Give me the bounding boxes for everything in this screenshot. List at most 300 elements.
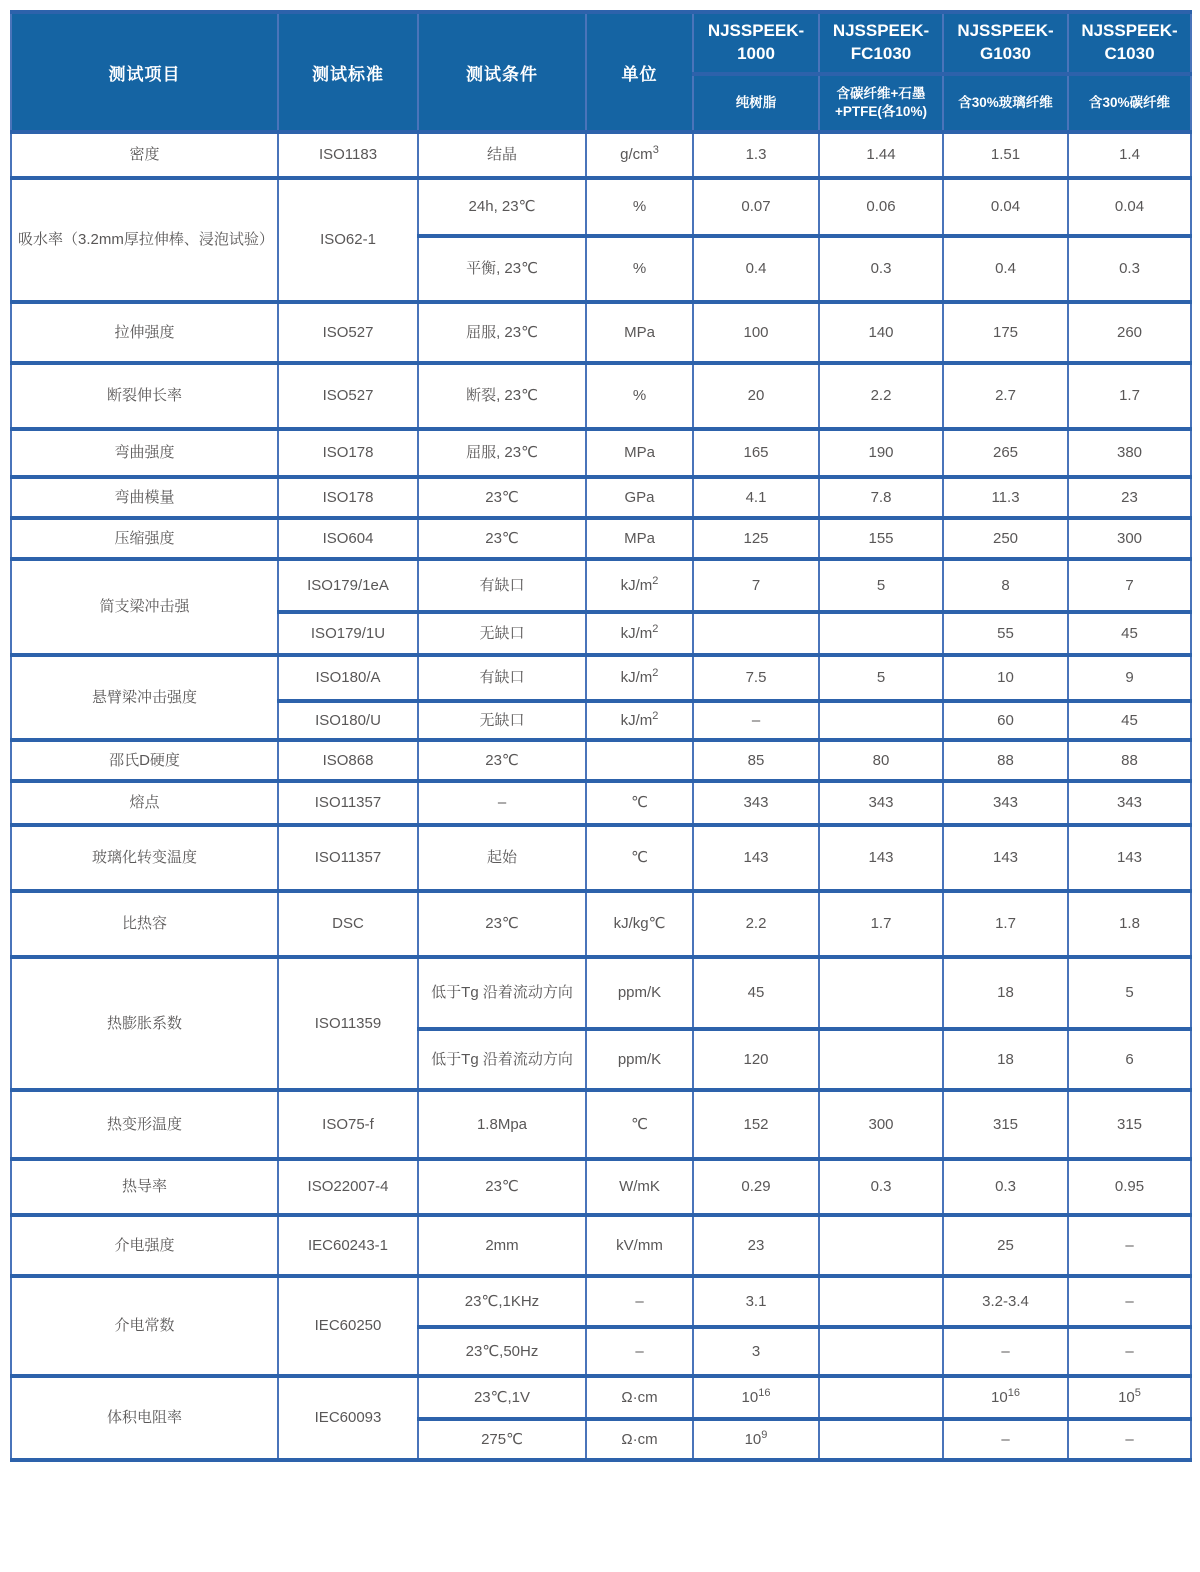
column-header-desc-1000: 纯树脂	[693, 74, 819, 132]
table-cell	[586, 1419, 693, 1460]
table-cell	[943, 740, 1068, 781]
table-cell	[943, 891, 1068, 957]
table-cell	[693, 178, 819, 236]
cell-text: 2mm	[485, 1236, 519, 1254]
cell-text: 弯曲强度	[114, 444, 175, 462]
cell-text: 8	[1001, 576, 1010, 594]
table-cell	[819, 891, 943, 957]
cell-text: 23℃	[485, 915, 519, 933]
table-row	[11, 781, 1191, 825]
table-cell	[586, 740, 693, 781]
cell-text: 10	[1118, 1388, 1135, 1406]
cell-text: ISO868	[322, 751, 374, 769]
cell-text: 23	[747, 1236, 765, 1254]
table-cell	[1068, 559, 1191, 612]
cell-text: kJ/m	[620, 624, 653, 642]
table-cell	[943, 1327, 1068, 1376]
header-row-models	[11, 12, 1191, 74]
cell-text: 弯曲模量	[114, 488, 175, 506]
table-cell	[11, 957, 278, 1090]
table-cell	[693, 825, 819, 891]
cell-text: 315	[992, 1115, 1019, 1133]
table-cell	[819, 363, 943, 429]
table-cell	[11, 178, 278, 302]
table-cell	[586, 132, 693, 178]
cell-text: 10	[744, 1430, 762, 1448]
cell-text: 3.1	[745, 1292, 767, 1310]
cell-text: –	[497, 794, 507, 812]
cell-text: ppm/K	[617, 1050, 662, 1068]
table-cell	[943, 1029, 1068, 1090]
table-cell	[819, 236, 943, 302]
table-cell	[819, 132, 943, 178]
cell-text: 1.51	[990, 146, 1021, 164]
cell-text: 7.5	[745, 669, 767, 687]
cell-text: 23℃	[485, 1178, 519, 1196]
table-cell	[278, 363, 418, 429]
cell-text: 介电常数	[114, 1317, 175, 1335]
table-cell	[819, 1276, 943, 1327]
table-cell	[693, 740, 819, 781]
cell-text: 屈服, 23℃	[466, 444, 538, 462]
table-cell	[1068, 781, 1191, 825]
cell-text: 玻璃化转变温度	[91, 849, 197, 867]
table-cell	[819, 1376, 943, 1419]
table-cell	[1068, 612, 1191, 655]
table-cell	[586, 363, 693, 429]
table-cell	[418, 825, 586, 891]
cell-text: 120	[743, 1050, 769, 1068]
column-header-unit: 单位	[586, 12, 693, 132]
cell-text: kJ/m	[620, 576, 653, 594]
table-cell	[278, 740, 418, 781]
cell-text: 20	[747, 387, 765, 405]
table-cell	[418, 429, 586, 477]
cell-text: IEC60093	[314, 1409, 382, 1427]
table-cell	[693, 891, 819, 957]
table-cell	[11, 1215, 278, 1276]
properties-table	[10, 10, 1192, 1462]
table-cell	[278, 518, 418, 559]
cell-text: 屈服, 23℃	[466, 323, 538, 341]
table-cell	[819, 1327, 943, 1376]
table-cell	[1068, 477, 1191, 518]
table-row	[11, 740, 1191, 781]
table-cell	[693, 1029, 819, 1090]
table-cell	[819, 1215, 943, 1276]
table-cell	[943, 612, 1068, 655]
cell-text: Ω·cm	[621, 1430, 658, 1448]
table-cell	[1068, 1090, 1191, 1159]
table-cell	[278, 559, 418, 612]
cell-text: 邵氏D硬度	[109, 751, 180, 769]
table-cell	[819, 655, 943, 701]
table-cell	[693, 1276, 819, 1327]
cell-text: 275℃	[481, 1430, 523, 1448]
table-cell	[693, 957, 819, 1029]
table-cell	[943, 1215, 1068, 1276]
table-cell	[819, 1090, 943, 1159]
cell-text: –	[1125, 1430, 1134, 1448]
cell-text: 0.95	[1114, 1178, 1145, 1196]
table-cell	[819, 825, 943, 891]
cell-text: 热变形温度	[106, 1115, 182, 1133]
table-cell	[418, 957, 586, 1029]
column-header-model-1000: NJSSPEEK-1000	[693, 12, 819, 74]
cell-text: ISO11359	[314, 1014, 382, 1032]
table-cell	[278, 302, 418, 363]
cell-text: %	[632, 198, 647, 216]
cell-text: 拉伸强度	[114, 323, 175, 341]
table-cell	[418, 701, 586, 740]
cell-text: 143	[868, 849, 894, 867]
table-row	[11, 429, 1191, 477]
table-cell	[278, 178, 418, 302]
cell-text: MPa	[624, 529, 655, 547]
table-cell	[943, 1419, 1068, 1460]
cell-text: 250	[992, 529, 1019, 547]
table-cell	[943, 518, 1068, 559]
table-cell	[1068, 701, 1191, 740]
cell-text: kJ/m	[620, 711, 653, 729]
cell-text: 0.04	[990, 198, 1021, 216]
table-row	[11, 825, 1191, 891]
table-cell	[278, 1215, 418, 1276]
cell-text: MPa	[624, 323, 655, 341]
cell-text: 300	[868, 1115, 894, 1133]
table-cell	[418, 178, 586, 236]
table-cell	[586, 477, 693, 518]
cell-text: ℃	[631, 1115, 648, 1133]
cell-text: 143	[743, 849, 769, 867]
table-cell	[819, 957, 943, 1029]
cell-text: 1.7	[870, 915, 892, 933]
table-cell	[278, 701, 418, 740]
table-cell	[943, 1159, 1068, 1215]
cell-text: 100	[743, 323, 769, 341]
table-cell	[693, 701, 819, 740]
cell-text: 143	[992, 849, 1019, 867]
table-cell	[693, 1215, 819, 1276]
cell-text: 11.3	[991, 488, 1020, 506]
table-cell	[693, 1090, 819, 1159]
cell-superscript: 5	[1134, 1386, 1141, 1399]
table-row	[11, 957, 1191, 1029]
table-cell	[943, 477, 1068, 518]
cell-text: 热膨胀系数	[106, 1014, 182, 1032]
table-cell	[943, 1090, 1068, 1159]
table-cell	[586, 891, 693, 957]
table-row	[11, 477, 1191, 518]
cell-text: ISO180/A	[315, 669, 381, 687]
table-cell	[11, 740, 278, 781]
cell-text: GPa	[624, 488, 655, 506]
table-cell	[1068, 740, 1191, 781]
cell-text: 压缩强度	[114, 529, 175, 547]
table-cell	[418, 236, 586, 302]
table-cell	[418, 559, 586, 612]
column-header-desc-fc1030: 含碳纤维+石墨+PTFE(各10%)	[819, 74, 943, 132]
cell-text: ℃	[631, 794, 648, 812]
cell-text: 6	[1125, 1050, 1134, 1068]
cell-text: 2.2	[870, 387, 892, 405]
table-cell	[11, 477, 278, 518]
table-row	[11, 1090, 1191, 1159]
cell-text: 密度	[129, 146, 160, 164]
cell-text: IEC60243-1	[307, 1236, 389, 1254]
table-cell	[418, 1419, 586, 1460]
table-cell	[11, 1159, 278, 1215]
cell-text: 2.2	[745, 915, 767, 933]
table-cell	[586, 518, 693, 559]
table-cell	[819, 477, 943, 518]
table-cell	[11, 1376, 278, 1460]
cell-text: 0.3	[870, 260, 892, 278]
table-cell	[11, 559, 278, 655]
cell-text: 4.1	[745, 488, 767, 506]
cell-text: –	[1001, 1430, 1010, 1448]
cell-text: 10	[991, 1388, 1008, 1406]
table-cell	[418, 1090, 586, 1159]
cell-text: 23℃	[485, 488, 519, 506]
cell-text: 190	[868, 444, 894, 462]
table-cell	[819, 559, 943, 612]
cell-text: ISO62-1	[320, 231, 376, 249]
cell-text: ISO527	[322, 387, 374, 405]
table-cell	[586, 1090, 693, 1159]
cell-text: –	[1125, 1236, 1134, 1254]
table-cell	[943, 655, 1068, 701]
cell-text: 2.7	[995, 387, 1016, 405]
cell-text: 3	[751, 1342, 761, 1360]
table-cell	[1068, 236, 1191, 302]
table-cell	[586, 1029, 693, 1090]
cell-superscript: 2	[652, 667, 659, 680]
table-cell	[1068, 1376, 1191, 1419]
table-cell	[1068, 518, 1191, 559]
cell-superscript: 3	[652, 144, 659, 157]
table-cell	[586, 1327, 693, 1376]
cell-text: 343	[1116, 794, 1143, 812]
table-cell	[278, 891, 418, 957]
table-cell	[1068, 1215, 1191, 1276]
table-cell	[418, 781, 586, 825]
table-cell	[943, 132, 1068, 178]
cell-text: %	[632, 387, 647, 405]
table-cell	[943, 781, 1068, 825]
table-cell	[11, 302, 278, 363]
cell-text: 260	[1116, 323, 1143, 341]
table-cell	[278, 132, 418, 178]
cell-text: 23℃,50Hz	[465, 1342, 539, 1360]
cell-text: ISO11357	[314, 794, 382, 812]
cell-text: 155	[868, 529, 894, 547]
cell-text: ℃	[631, 849, 648, 867]
table-cell	[1068, 655, 1191, 701]
table-row	[11, 518, 1191, 559]
cell-text: kJ/m	[620, 669, 653, 687]
table-cell	[586, 1376, 693, 1419]
cell-text: 1.4	[1119, 146, 1140, 164]
cell-superscript: 16	[758, 1386, 771, 1399]
cell-text: 24h, 23℃	[468, 198, 536, 216]
table-row	[11, 1215, 1191, 1276]
cell-text: 23℃	[485, 529, 519, 547]
cell-superscript: 2	[652, 709, 659, 722]
cell-superscript: 9	[761, 1428, 768, 1441]
cell-text: 平衡, 23℃	[466, 260, 538, 278]
table-cell	[11, 363, 278, 429]
table-cell	[1068, 1419, 1191, 1460]
table-cell	[418, 302, 586, 363]
cell-text: ISO75-f	[322, 1115, 374, 1133]
table-cell	[819, 781, 943, 825]
table-row	[11, 302, 1191, 363]
cell-text: %	[632, 260, 647, 278]
table-cell	[819, 302, 943, 363]
cell-text: 断裂伸长率	[106, 387, 182, 405]
table-cell	[943, 429, 1068, 477]
table-cell	[11, 781, 278, 825]
table-cell	[819, 612, 943, 655]
cell-text: 0.04	[1114, 198, 1145, 216]
table-cell	[943, 1276, 1068, 1327]
cell-text: 吸水率（3.2mm厚拉伸棒、浸泡试验）	[18, 231, 274, 249]
table-cell	[1068, 825, 1191, 891]
table-cell	[586, 236, 693, 302]
cell-text: kV/mm	[616, 1236, 663, 1254]
table-cell	[693, 559, 819, 612]
table-cell	[586, 1215, 693, 1276]
table-row	[11, 1159, 1191, 1215]
cell-text: 140	[868, 323, 894, 341]
table-cell	[586, 178, 693, 236]
cell-text: 5	[876, 576, 886, 594]
table-cell	[943, 178, 1068, 236]
table-cell	[418, 1327, 586, 1376]
table-cell	[278, 429, 418, 477]
cell-text: 断裂, 23℃	[466, 387, 538, 405]
cell-text: ISO179/1eA	[307, 576, 389, 594]
cell-text: 0.3	[870, 1178, 892, 1196]
cell-text: 25	[997, 1236, 1014, 1254]
table-cell	[943, 1376, 1068, 1419]
table-cell	[586, 957, 693, 1029]
cell-text: 60	[997, 711, 1014, 729]
table-cell	[943, 302, 1068, 363]
table-cell	[11, 1090, 278, 1159]
cell-text: 1.8	[1119, 915, 1140, 933]
table-cell	[819, 178, 943, 236]
cell-text: ISO11357	[314, 849, 382, 867]
table-cell	[693, 132, 819, 178]
cell-text: ppm/K	[617, 984, 662, 1002]
table-cell	[11, 429, 278, 477]
cell-text: ISO180/U	[315, 711, 381, 729]
column-header-test-standard: 测试标准	[278, 12, 418, 132]
cell-text: 88	[1121, 751, 1138, 769]
cell-text: 265	[992, 444, 1019, 462]
cell-text: 165	[743, 444, 769, 462]
cell-text: –	[635, 1342, 644, 1360]
table-body	[11, 132, 1191, 1460]
table-cell	[278, 1090, 418, 1159]
cell-text: 1.3	[745, 146, 767, 164]
table-cell	[1068, 1276, 1191, 1327]
table-row	[11, 1376, 1191, 1419]
cell-text: –	[1125, 1342, 1134, 1360]
table-cell	[11, 132, 278, 178]
table-row	[11, 1276, 1191, 1327]
cell-text: 0.06	[866, 198, 896, 216]
table-cell	[693, 363, 819, 429]
table-cell	[1068, 302, 1191, 363]
table-cell	[11, 655, 278, 740]
cell-text: 125	[743, 529, 769, 547]
cell-text: kJ/kg℃	[613, 915, 666, 933]
cell-text: 热导率	[121, 1178, 167, 1196]
cell-text: 0.4	[745, 260, 767, 278]
table-cell	[278, 1276, 418, 1376]
cell-text: 10	[997, 669, 1014, 687]
table-cell	[1068, 957, 1191, 1029]
cell-text: ISO604	[322, 529, 374, 547]
table-cell	[278, 781, 418, 825]
cell-text: 简支梁冲击强	[99, 598, 190, 616]
cell-text: 80	[872, 751, 890, 769]
table-cell	[1068, 1159, 1191, 1215]
table-cell	[1068, 178, 1191, 236]
cell-text: 低于Tg 沿着流动方向	[431, 984, 573, 1002]
cell-text: 23℃	[485, 751, 519, 769]
cell-text: 0.3	[995, 1178, 1016, 1196]
cell-text: 起始	[486, 849, 517, 867]
cell-text: 1.8Mpa	[476, 1115, 528, 1133]
cell-text: ISO527	[322, 323, 374, 341]
cell-text: 3.2-3.4	[982, 1292, 1029, 1310]
cell-text: 175	[992, 323, 1019, 341]
table-cell	[693, 612, 819, 655]
table-cell	[278, 655, 418, 701]
table-cell	[693, 236, 819, 302]
cell-text: –	[635, 1292, 644, 1310]
cell-text: 0.07	[741, 198, 771, 216]
table-cell	[418, 1215, 586, 1276]
table-cell	[693, 1159, 819, 1215]
cell-text: 悬臂梁冲击强度	[91, 688, 197, 706]
cell-text: 143	[1116, 849, 1143, 867]
cell-text: –	[1125, 1292, 1134, 1310]
table-cell	[943, 236, 1068, 302]
cell-text: ISO179/1U	[310, 624, 386, 642]
cell-text: 7.8	[870, 488, 892, 506]
cell-text: –	[1001, 1342, 1010, 1360]
table-cell	[1068, 132, 1191, 178]
cell-text: 45	[1121, 624, 1138, 642]
table-cell	[819, 701, 943, 740]
cell-text: 1.7	[995, 915, 1016, 933]
table-row	[11, 178, 1191, 236]
table-row	[11, 132, 1191, 178]
table-cell	[943, 559, 1068, 612]
cell-text: 23	[1121, 488, 1138, 506]
table-cell	[278, 1376, 418, 1460]
table-cell	[693, 655, 819, 701]
cell-text: 88	[997, 751, 1014, 769]
table-cell	[418, 518, 586, 559]
table-cell	[11, 891, 278, 957]
table-cell	[278, 477, 418, 518]
